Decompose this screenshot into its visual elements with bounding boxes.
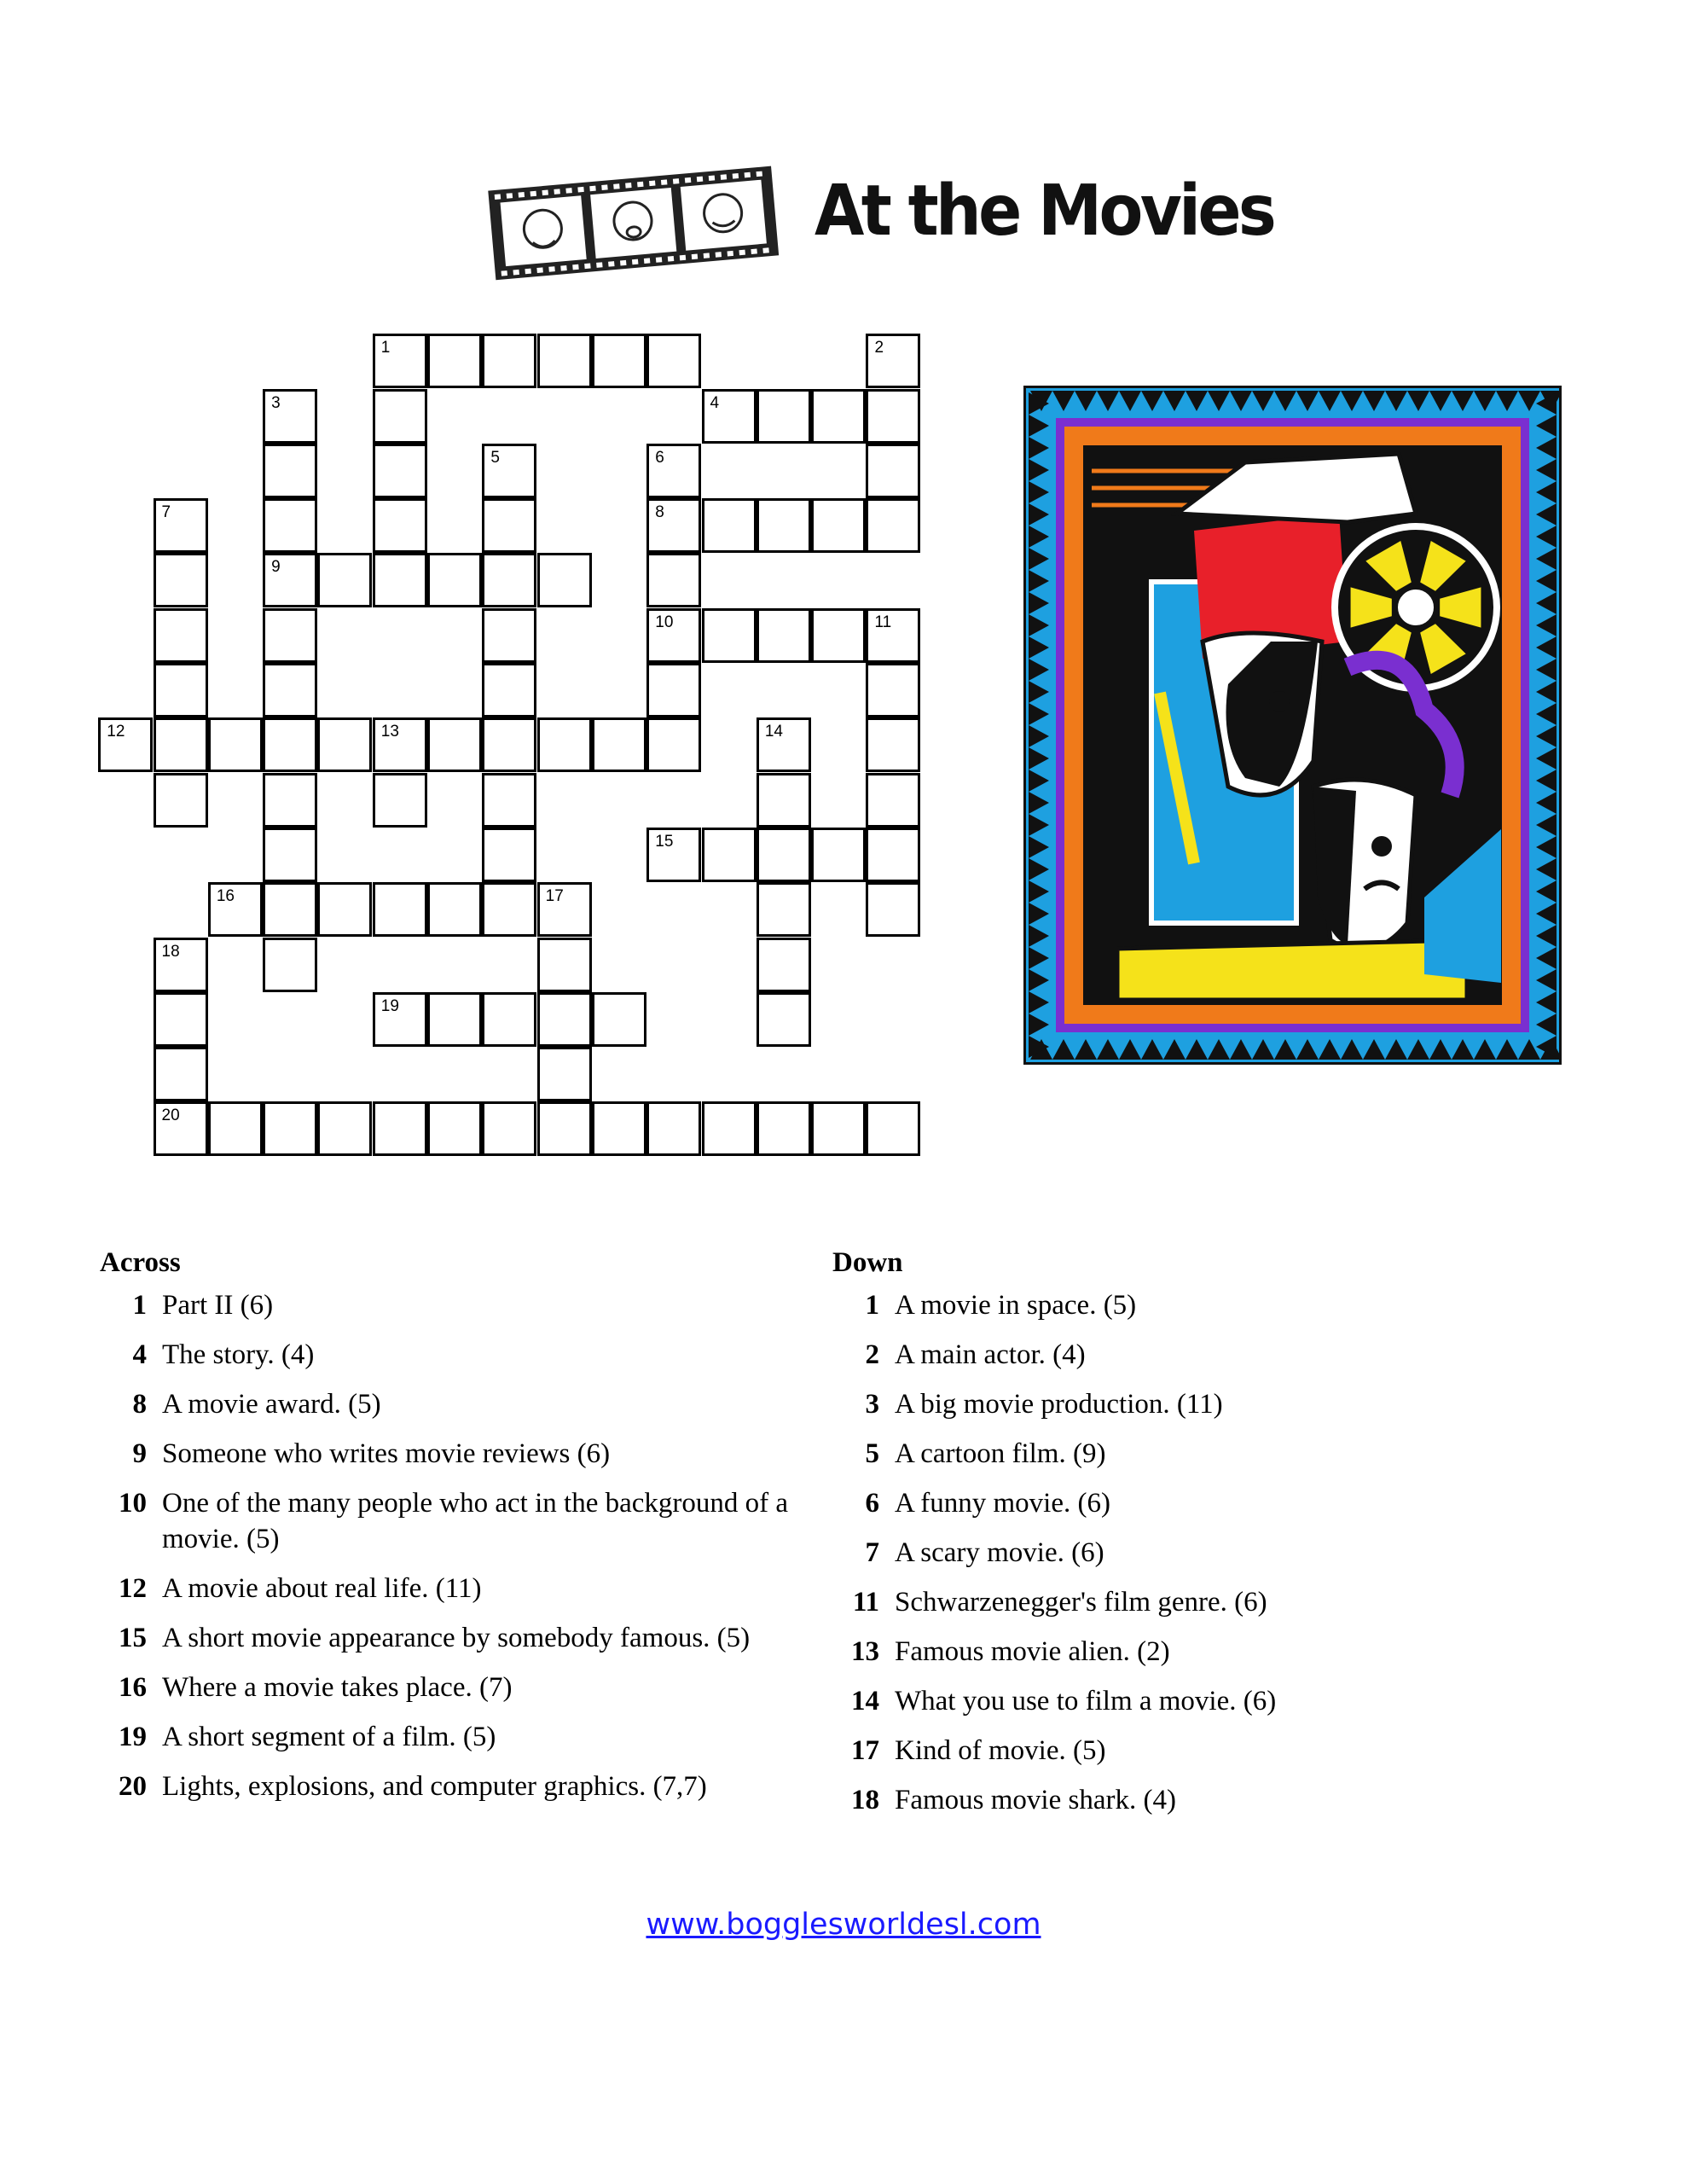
grid-cell[interactable] bbox=[537, 334, 592, 388]
grid-cell[interactable] bbox=[702, 828, 757, 882]
grid-cell[interactable] bbox=[154, 992, 208, 1047]
cell-number: 20 bbox=[161, 1107, 180, 1125]
clue-text: A funny movie. (6) bbox=[895, 1488, 1110, 1519]
grid-cell[interactable] bbox=[373, 444, 427, 498]
grid-cell[interactable] bbox=[702, 498, 757, 553]
grid-cell[interactable] bbox=[592, 717, 646, 772]
down-clue bbox=[832, 1337, 1532, 1373]
clue-number: 17 bbox=[851, 1735, 879, 1766]
grid-cell[interactable] bbox=[757, 938, 811, 992]
clue-text: A short segment of a film. (5) bbox=[162, 1722, 496, 1752]
grid-cell[interactable] bbox=[482, 334, 536, 388]
cell-number: 18 bbox=[161, 942, 180, 961]
grid-cell[interactable] bbox=[482, 663, 536, 717]
clue-text: A movie about real life. (11) bbox=[162, 1573, 482, 1604]
clue-number: 3 bbox=[865, 1389, 879, 1420]
grid-cell[interactable] bbox=[866, 882, 920, 937]
down-clues bbox=[832, 1247, 1532, 1832]
cell-number: 15 bbox=[655, 832, 674, 851]
across-clue bbox=[100, 1670, 799, 1705]
grid-cell[interactable] bbox=[427, 882, 482, 937]
cell-number: 6 bbox=[655, 448, 664, 467]
crossword-grid bbox=[100, 335, 922, 1158]
down-clue bbox=[832, 1535, 1532, 1571]
grid-cell[interactable] bbox=[154, 938, 208, 992]
grid-cell[interactable] bbox=[427, 553, 482, 607]
grid-cell[interactable] bbox=[592, 334, 646, 388]
grid-cell[interactable] bbox=[263, 717, 317, 772]
grid-cell[interactable] bbox=[208, 1101, 263, 1156]
clue-number: 2 bbox=[865, 1339, 879, 1370]
down-clue bbox=[832, 1287, 1532, 1323]
clue-text: A cartoon film. (9) bbox=[895, 1438, 1106, 1469]
across-clues bbox=[100, 1247, 799, 1818]
cell-number: 3 bbox=[271, 393, 281, 412]
cell-number: 17 bbox=[545, 887, 564, 906]
clue-number: 11 bbox=[852, 1587, 879, 1618]
page-title: At the Movies bbox=[815, 171, 1274, 252]
grid-cell[interactable] bbox=[646, 717, 701, 772]
grid-cell[interactable] bbox=[154, 773, 208, 828]
grid-cell[interactable] bbox=[482, 882, 536, 937]
grid-cell[interactable] bbox=[373, 1101, 427, 1156]
clue-number: 1 bbox=[132, 1290, 147, 1321]
clue-number: 7 bbox=[865, 1537, 879, 1568]
across-clue bbox=[100, 1719, 799, 1755]
grid-cell[interactable] bbox=[482, 1101, 536, 1156]
grid-cell[interactable] bbox=[263, 938, 317, 992]
grid-cell[interactable] bbox=[263, 389, 317, 444]
grid-cell[interactable] bbox=[154, 498, 208, 553]
grid-cell[interactable] bbox=[646, 553, 701, 607]
grid-cell[interactable] bbox=[317, 553, 372, 607]
clue-text: A main actor. (4) bbox=[895, 1339, 1086, 1370]
grid-cell[interactable] bbox=[537, 938, 592, 992]
grid-cell[interactable] bbox=[646, 334, 701, 388]
across-clue bbox=[100, 1620, 799, 1656]
clue-number: 20 bbox=[119, 1771, 147, 1802]
grid-cell[interactable] bbox=[263, 882, 317, 937]
cell-number: 16 bbox=[216, 887, 235, 906]
grid-cell[interactable] bbox=[757, 773, 811, 828]
grid-cell[interactable] bbox=[866, 717, 920, 772]
grid-cell[interactable] bbox=[646, 498, 701, 553]
grid-cell[interactable] bbox=[757, 389, 811, 444]
grid-cell[interactable] bbox=[154, 663, 208, 717]
grid-cell[interactable] bbox=[866, 828, 920, 882]
cell-number: 4 bbox=[710, 393, 720, 412]
clue-text: Kind of movie. (5) bbox=[895, 1735, 1106, 1766]
grid-cell[interactable] bbox=[646, 663, 701, 717]
grid-cell[interactable] bbox=[866, 1101, 920, 1156]
grid-cell[interactable] bbox=[757, 1101, 811, 1156]
grid-cell[interactable] bbox=[263, 663, 317, 717]
clue-text: Famous movie alien. (2) bbox=[895, 1636, 1170, 1667]
grid-cell[interactable] bbox=[757, 828, 811, 882]
down-clue bbox=[832, 1683, 1532, 1719]
down-clue bbox=[832, 1584, 1532, 1620]
clue-text: A scary movie. (6) bbox=[895, 1537, 1104, 1568]
grid-cell[interactable] bbox=[646, 608, 701, 663]
grid-cell[interactable] bbox=[98, 717, 153, 772]
clue-number: 19 bbox=[119, 1722, 147, 1752]
clue-number: 14 bbox=[851, 1686, 879, 1716]
grid-cell[interactable] bbox=[208, 882, 263, 937]
grid-cell[interactable] bbox=[702, 1101, 757, 1156]
clue-number: 4 bbox=[132, 1339, 147, 1370]
clue-text: A movie award. (5) bbox=[162, 1389, 381, 1420]
clue-text: Schwarzenegger's film genre. (6) bbox=[895, 1587, 1267, 1618]
grid-cell[interactable] bbox=[866, 334, 920, 388]
grid-cell[interactable] bbox=[757, 498, 811, 553]
grid-cell[interactable] bbox=[263, 444, 317, 498]
grid-cell[interactable] bbox=[263, 498, 317, 553]
clue-number: 18 bbox=[851, 1785, 879, 1815]
grid-cell[interactable] bbox=[866, 663, 920, 717]
clue-text: A short movie appearance by somebody famous. (5) bbox=[162, 1623, 751, 1653]
across-clue bbox=[100, 1386, 799, 1422]
grid-cell[interactable] bbox=[154, 608, 208, 663]
grid-cell[interactable] bbox=[482, 498, 536, 553]
grid-cell[interactable] bbox=[537, 882, 592, 937]
grid-cell[interactable] bbox=[537, 553, 592, 607]
across-clue bbox=[100, 1485, 799, 1557]
grid-cell[interactable] bbox=[373, 389, 427, 444]
grid-cell[interactable] bbox=[757, 608, 811, 663]
grid-cell[interactable] bbox=[866, 608, 920, 663]
grid-cell[interactable] bbox=[757, 717, 811, 772]
grid-cell[interactable] bbox=[317, 717, 372, 772]
grid-cell[interactable] bbox=[373, 773, 427, 828]
down-clue bbox=[832, 1386, 1532, 1422]
clue-text: A movie in space. (5) bbox=[895, 1290, 1137, 1321]
website-link[interactable]: www.bogglesworldesl.com bbox=[646, 1908, 1041, 1942]
clue-number: 10 bbox=[119, 1488, 147, 1519]
film-strip-logo bbox=[487, 157, 780, 286]
grid-cell[interactable] bbox=[757, 882, 811, 937]
grid-cell[interactable] bbox=[811, 498, 866, 553]
grid-cell[interactable] bbox=[757, 992, 811, 1047]
theater-masks-artwork bbox=[1023, 386, 1562, 1065]
grid-cell[interactable] bbox=[373, 498, 427, 553]
grid-cell[interactable] bbox=[646, 828, 701, 882]
clue-number: 12 bbox=[119, 1573, 147, 1604]
down-clue bbox=[832, 1782, 1532, 1818]
clue-number: 9 bbox=[132, 1438, 147, 1469]
grid-cell[interactable] bbox=[592, 1101, 646, 1156]
cell-number: 14 bbox=[764, 723, 783, 741]
grid-cell[interactable] bbox=[373, 717, 427, 772]
grid-cell[interactable] bbox=[154, 717, 208, 772]
grid-cell[interactable] bbox=[427, 717, 482, 772]
cell-number: 12 bbox=[107, 723, 125, 741]
grid-cell[interactable] bbox=[811, 389, 866, 444]
cell-number: 9 bbox=[271, 558, 281, 577]
grid-cell[interactable] bbox=[373, 553, 427, 607]
down-clue bbox=[832, 1634, 1532, 1670]
grid-cell[interactable] bbox=[154, 1101, 208, 1156]
grid-cell[interactable] bbox=[154, 553, 208, 607]
clue-number: 5 bbox=[865, 1438, 879, 1469]
grid-cell[interactable] bbox=[427, 1101, 482, 1156]
grid-cell[interactable] bbox=[373, 992, 427, 1047]
cell-number: 8 bbox=[655, 503, 664, 522]
clue-text: Someone who writes movie reviews (6) bbox=[162, 1438, 611, 1469]
across-clue bbox=[100, 1287, 799, 1323]
grid-cell[interactable] bbox=[263, 608, 317, 663]
grid-cell[interactable] bbox=[646, 1101, 701, 1156]
grid-cell[interactable] bbox=[811, 608, 866, 663]
grid-cell[interactable] bbox=[482, 444, 536, 498]
clue-number: 15 bbox=[119, 1623, 147, 1653]
across-clue bbox=[100, 1337, 799, 1373]
grid-cell[interactable] bbox=[866, 773, 920, 828]
grid-cell[interactable] bbox=[482, 828, 536, 882]
across-clue bbox=[100, 1436, 799, 1472]
grid-cell[interactable] bbox=[537, 992, 592, 1047]
grid-cell[interactable] bbox=[317, 882, 372, 937]
clue-text: One of the many people who act in the background of a movie. (5) bbox=[162, 1488, 789, 1554]
clue-text: Lights, explosions, and computer graphics. (7,7) bbox=[162, 1771, 707, 1802]
grid-cell[interactable] bbox=[482, 717, 536, 772]
cell-number: 19 bbox=[380, 996, 399, 1015]
across-clue bbox=[100, 1571, 799, 1606]
clue-text: What you use to film a movie. (6) bbox=[895, 1686, 1277, 1716]
grid-cell[interactable] bbox=[317, 1101, 372, 1156]
cell-number: 10 bbox=[655, 613, 674, 631]
down-heading: Down bbox=[832, 1247, 903, 1278]
down-clue bbox=[832, 1485, 1532, 1521]
grid-cell[interactable] bbox=[592, 992, 646, 1047]
clue-text: Famous movie shark. (4) bbox=[895, 1785, 1176, 1815]
grid-cell[interactable] bbox=[811, 1101, 866, 1156]
grid-cell[interactable] bbox=[373, 882, 427, 937]
grid-cell[interactable] bbox=[646, 444, 701, 498]
cell-number: 11 bbox=[874, 613, 892, 631]
grid-cell[interactable] bbox=[537, 1047, 592, 1101]
grid-cell[interactable] bbox=[154, 1047, 208, 1101]
clue-text: The story. (4) bbox=[162, 1339, 315, 1370]
clue-text: Part II (6) bbox=[162, 1290, 274, 1321]
grid-cell[interactable] bbox=[482, 608, 536, 663]
clue-number: 1 bbox=[865, 1290, 879, 1321]
cell-number: 7 bbox=[161, 503, 171, 522]
across-clue bbox=[100, 1769, 799, 1804]
clue-text: A big movie production. (11) bbox=[895, 1389, 1223, 1420]
grid-cell[interactable] bbox=[811, 828, 866, 882]
grid-cell[interactable] bbox=[208, 717, 263, 772]
clue-number: 13 bbox=[851, 1636, 879, 1667]
clue-text: Where a movie takes place. (7) bbox=[162, 1672, 513, 1703]
grid-cell[interactable] bbox=[427, 334, 482, 388]
grid-cell[interactable] bbox=[866, 444, 920, 498]
down-clue bbox=[832, 1436, 1532, 1472]
grid-cell[interactable] bbox=[866, 498, 920, 553]
clue-number: 16 bbox=[119, 1672, 147, 1703]
grid-cell[interactable] bbox=[482, 553, 536, 607]
grid-cell[interactable] bbox=[263, 1101, 317, 1156]
grid-cell[interactable] bbox=[537, 717, 592, 772]
grid-cell[interactable] bbox=[482, 773, 536, 828]
down-clue bbox=[832, 1733, 1532, 1769]
across-heading: Across bbox=[100, 1247, 181, 1278]
grid-cell[interactable] bbox=[482, 992, 536, 1047]
grid-cell[interactable] bbox=[263, 773, 317, 828]
grid-cell[interactable] bbox=[702, 389, 757, 444]
grid-cell[interactable] bbox=[263, 828, 317, 882]
grid-cell[interactable] bbox=[263, 553, 317, 607]
grid-cell[interactable] bbox=[427, 992, 482, 1047]
grid-cell[interactable] bbox=[702, 608, 757, 663]
grid-cell[interactable] bbox=[373, 334, 427, 388]
grid-cell[interactable] bbox=[866, 389, 920, 444]
grid-cell[interactable] bbox=[537, 1101, 592, 1156]
cell-number: 2 bbox=[874, 339, 884, 357]
clue-number: 8 bbox=[132, 1389, 147, 1420]
cell-number: 1 bbox=[380, 339, 391, 357]
clue-number: 6 bbox=[865, 1488, 879, 1519]
cell-number: 13 bbox=[380, 723, 399, 741]
cell-number: 5 bbox=[490, 448, 500, 467]
